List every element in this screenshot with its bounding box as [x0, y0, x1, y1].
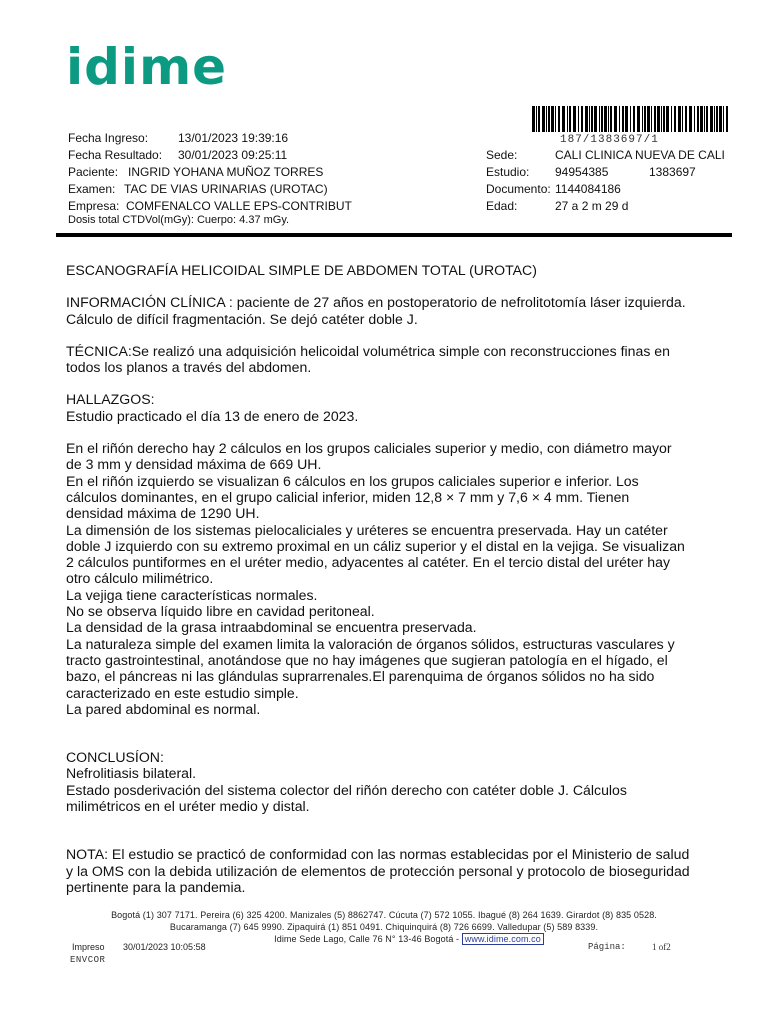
fecha-resultado-value: 30/01/2023 09:25:11 — [178, 148, 288, 162]
sede-value: CALI CLINICA NUEVA DE CALI — [555, 148, 725, 162]
paciente-label: Paciente: — [68, 165, 119, 179]
edad-value: 27 a 2 m 29 d — [555, 199, 629, 213]
report-body — [66, 262, 690, 895]
footer-phones-1: Bogotá (1) 307 7171. Pereira (6) 325 4200. Manizales (5) 8862747. Cúcuta (7) 572 1055. Ibagué (8) 264 1639. Girardot (8) 835 0528. — [111, 910, 657, 920]
conclusion-heading: CONCLUSÍON: — [66, 749, 164, 766]
hallazgo-item: La densidad de la grasa intraabdominal se encuentra preservada. — [66, 619, 477, 636]
header-right — [486, 147, 725, 215]
hallazgos-heading: HALLAZGOS: — [66, 391, 155, 408]
documento-label: Documento: — [486, 182, 551, 196]
impreso-value: 30/01/2023 10:05:58 — [123, 942, 206, 952]
hallazgo-item: En el riñón derecho hay 2 cálculos en los grupos caliciales superior y medio, con diámetro mayor de 3 mm y densidad máxima de 669 UH. — [66, 440, 672, 473]
header-divider — [56, 233, 732, 237]
examen-value: TAC DE VIAS URINARIAS (UROTAC) — [124, 182, 328, 196]
documento-value: 1144084186 — [555, 182, 621, 196]
fecha-resultado-label: Fecha Resultado: — [68, 148, 163, 162]
estudio-label: Estudio: — [486, 165, 530, 179]
header-left — [68, 130, 352, 215]
estudio-extra-value: 1383697 — [649, 165, 696, 179]
empresa-label: Empresa: — [68, 199, 120, 213]
fecha-ingreso-label: Fecha Ingreso: — [68, 131, 149, 145]
barcode-text: 187/1383697/1 — [560, 134, 659, 146]
barcode — [532, 106, 728, 132]
conclusion-item: Nefrolitiasis bilateral. — [66, 765, 197, 782]
conclusion-item: Estado posderivación del sistema colector del riñón derecho con catéter doble J. Cálculos milimétricos en el uréter medio y distal. — [66, 781, 627, 815]
hallazgo-item: La dimensión de los sistemas pielocaliciales y uréteres se encuentra preservada. Hay un catéter doble J izquierdo con su extremo proximal en un cáliz superior y el distal en la vejiga. Se visualizan 2 cálculos puntiformes en el uréter medio, adyacentes al catéter. En el tercio distal del uréter hay otro cálculo milimétrico. — [66, 521, 685, 587]
hallazgo-item: En el riñón izquierdo se visualizan 6 cálculos en los grupos caliciales superior e inferior. Los cálculos dominantes, en el grupo calicial inferior, miden 12,8 × 7 mm y 7,6 × 4 mm. Tienen densidad máxima de 1290 UH. — [66, 472, 639, 522]
footer — [0, 909, 768, 945]
empresa-value: COMFENALCO VALLE EPS-CONTRIBUT — [126, 199, 352, 213]
hallazgo-item: No se observa líquido libre en cavidad peritoneal. — [66, 603, 375, 620]
report-title: ESCANOGRAFÍA HELICOIDAL SIMPLE DE ABDOMEN TOTAL (UROTAC) — [66, 262, 537, 278]
hallazgo-item: La pared abdominal es normal. — [66, 700, 261, 717]
hallazgos-fecha: Estudio practicado el día 13 de enero de 2023. — [66, 407, 359, 424]
tecnica: TÉCNICA:Se realizó una adquisición helicoidal volumétrica simple con reconstrucciones finas en todos los planos a través del abdomen. — [66, 342, 670, 376]
impreso-label: Impreso — [72, 942, 105, 952]
estudio-value: 94954385 — [555, 165, 609, 179]
document-code: ENVCOR — [70, 955, 106, 965]
paciente-value: INGRID YOHANA MUÑOZ TORRES — [128, 165, 324, 179]
examen-label: Examen: — [68, 182, 116, 196]
page-number: 1 of2 — [652, 942, 671, 952]
dosis-text: Dosis total CTDVol(mGy): Cuerpo: 4.37 mGy. — [68, 214, 290, 226]
hallazgo-item: La vejiga tiene características normales. — [66, 586, 318, 603]
hallazgo-item: La naturaleza simple del examen limita la valoración de órganos sólidos, estructuras vasculares y tracto gastrointestinal, anotándose que no hay imágenes que sugieran patología en el hígado, el bazo, el páncreas ni las glándulas suprarrenales.El parenquima de órganos sólidos no ha sido caracterizado en este estudio simple. — [66, 635, 675, 701]
pagina-label: Página: — [588, 942, 626, 952]
fecha-ingreso-value: 13/01/2023 19:39:16 — [178, 131, 289, 145]
nota: NOTA: El estudio se practicó de conformidad con las normas establecidas por el Ministerio de salud y la OMS con la debida utilización de elementos de protección personal y protocolo de bioseguridad pertinente para la pandemia. — [66, 846, 690, 895]
footer-phones-2: Bucaramanga (7) 645 9990. Zipaquirá (1) 851 0491. Chiquinquirá (8) 726 6699. Valledupar (5) 589 8339. — [169, 922, 599, 932]
website-link[interactable]: www.idime.com.co — [462, 933, 544, 945]
info-clinica: INFORMACIÓN CLÍNICA : paciente de 27 años en postoperatorio de nefrolitotomía láser izquierda. Cálculo de difícil fragmentación. Se dejó catéter doble J. — [66, 294, 686, 327]
edad-label: Edad: — [486, 199, 518, 213]
footer-address: Idime Sede Lago, Calle 76 N° 13-46 Bogotá - — [274, 934, 460, 944]
idime-logo: idime — [66, 38, 228, 96]
sede-label: Sede: — [486, 148, 518, 162]
